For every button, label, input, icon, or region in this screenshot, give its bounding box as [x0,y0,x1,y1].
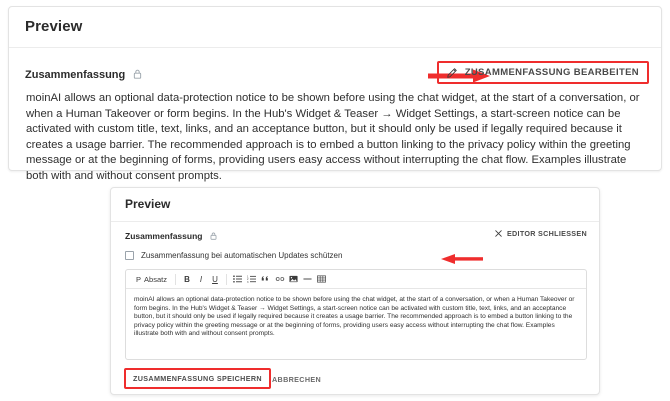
header-divider-edit [111,221,599,222]
summary-field-label-edit-text: Zusammenfassung [125,231,203,241]
bullet-list-icon[interactable] [231,271,245,287]
table-icon[interactable] [315,271,329,287]
protect-summary-checkbox-row[interactable] [125,251,342,260]
svg-text:1: 1 [247,275,249,279]
cancel-button[interactable]: ABBRECHEN [268,373,325,386]
pencil-icon [447,67,458,78]
underline-icon[interactable]: U [212,274,218,284]
bold-icon[interactable]: B [184,274,190,284]
link-icon[interactable] [273,271,287,287]
close-icon [495,230,502,237]
editor-toolbar [126,270,586,289]
page-title-edit: Preview [125,197,171,211]
summary-field-label-text: Zusammenfassung [25,69,126,81]
toolbar-separator [226,274,227,285]
page-title: Preview [25,18,83,35]
summary-field-label [25,69,142,82]
editor-content[interactable]: moinAI allows an optional data-protection notice to be shown before using the chat widget, at the start of a conversation, or when a Human Takeover or form begins. In the Hub's Widget & Teaser → Widget Settings, a start-screen notice can be activated with custom title, text, links, and an acceptance button, but it should only be used if legally required because it creates a usage barrier. The recommended approach is to embed a button linking to the privacy policy within the greeting message or at the beginning of forms, providing users easy access without interrupting the chat flow. Examples illustrate both with and without consent prompts. [134,296,575,338]
edit-summary-highlight [437,61,649,84]
svg-text:2: 2 [247,278,249,282]
paragraph-style-dropdown[interactable] [132,271,171,287]
paragraph-icon: P [136,274,142,284]
summary-text: moinAI allows an optional data-protection notice to be shown before using the chat widget, at the start of a conversation, or when a Human Takeover or form begins. In the Hub's Widget & Teaser → Widget Settings, a start-screen notice can be activated with custom title, text, links, and an acceptance button, but it should only be used if legally required because it creates a usage barrier. The recommended approach is to embed a button linking to the privacy policy within the greeting message or at the beginning of forms, providing users easy access without interrupting the chat flow. Examples illustrate both with and without consent prompts. [26,92,640,182]
horizontal-rule-icon[interactable] [301,271,315,287]
numbered-list-icon[interactable] [245,271,259,287]
quote-icon[interactable] [259,271,273,287]
lock-icon [210,232,217,242]
close-editor-button-label: EDITOR SCHLIESSEN [506,229,587,238]
save-summary-highlight [124,368,271,389]
red-arrow-left [441,251,483,261]
protect-summary-checkbox-label: Zusammenfassung bei automatischen Updates schützen [141,251,343,260]
preview-panel-readonly [8,6,662,182]
italic-icon[interactable]: I [199,274,203,284]
toolbar-separator [175,274,176,285]
image-icon[interactable] [287,271,301,287]
summary-field-label-edit [125,231,217,242]
lock-icon [133,69,142,82]
edit-summary-button-label: ZUSAMMENFASSUNG BEARBEITEN [464,67,639,78]
svg-text:3: 3 [247,280,249,283]
edit-summary-button[interactable] [443,65,643,80]
close-editor-button[interactable] [495,229,587,238]
save-summary-button[interactable]: ZUSAMMENFASSUNG SPEICHERN [127,371,268,386]
paragraph-style-label: Absatz [144,274,167,284]
header-divider [9,47,661,48]
preview-panel-editing [110,187,600,395]
protect-summary-checkbox[interactable] [125,251,134,260]
rich-text-editor[interactable] [125,269,587,360]
